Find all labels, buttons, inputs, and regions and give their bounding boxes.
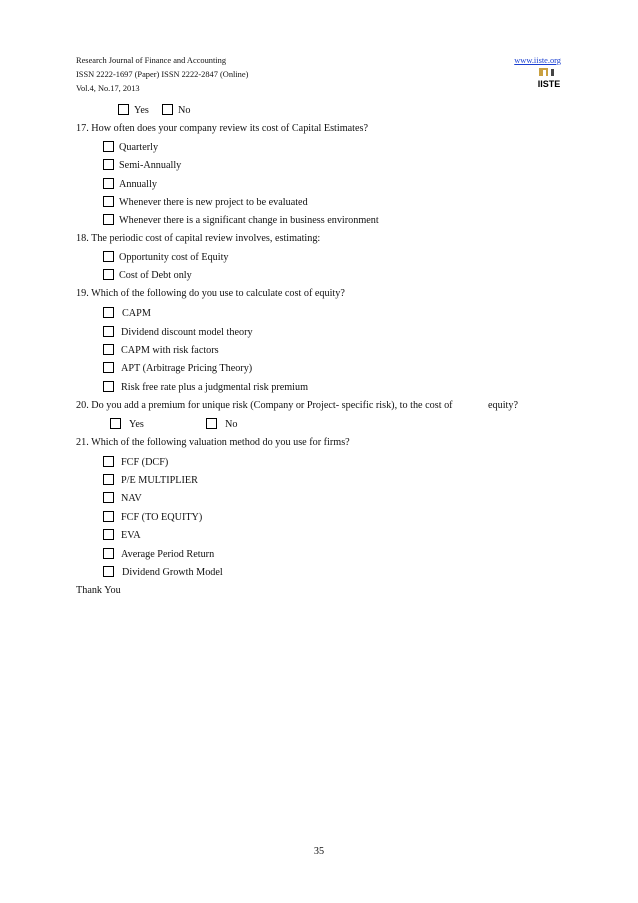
page-number: 35 <box>313 846 325 857</box>
q17-option[interactable]: Semi-Annually <box>103 159 181 172</box>
q19-option[interactable]: CAPM <box>103 307 151 320</box>
checkbox[interactable] <box>103 548 114 559</box>
top-yes-option[interactable]: Yes <box>118 104 149 117</box>
q19-option[interactable]: Risk free rate plus a judgmental risk premium <box>103 381 308 394</box>
q17-option[interactable]: Quarterly <box>103 141 158 154</box>
q21-option[interactable]: FCF (TO EQUITY) <box>103 511 202 524</box>
checkbox[interactable] <box>103 307 114 318</box>
checkbox[interactable] <box>103 456 114 467</box>
checkbox[interactable] <box>206 418 217 429</box>
checkbox[interactable] <box>110 418 121 429</box>
checkbox[interactable] <box>103 344 114 355</box>
volume-line: Vol.4, No.17, 2013 <box>76 84 140 93</box>
q20-no-option[interactable]: No <box>206 418 237 431</box>
q21-option[interactable]: Average Period Return <box>103 548 214 561</box>
q19-option[interactable]: Dividend discount model theory <box>103 326 253 339</box>
checkbox[interactable] <box>103 511 114 522</box>
q19-option[interactable]: APT (Arbitrage Pricing Theory) <box>103 362 252 375</box>
question-20-tail: equity? <box>488 400 518 411</box>
issn-line: ISSN 2222-1697 (Paper) ISSN 2222-2847 (Online) <box>76 70 249 79</box>
checkbox[interactable] <box>103 474 114 485</box>
checkbox[interactable] <box>103 269 114 280</box>
checkbox[interactable] <box>103 251 114 262</box>
checkbox[interactable] <box>103 196 114 207</box>
checkbox[interactable] <box>103 326 114 337</box>
q21-option[interactable]: FCF (DCF) <box>103 456 168 469</box>
q20-yes-option[interactable]: Yes <box>110 418 144 431</box>
q17-option[interactable]: Whenever there is a significant change in business environment <box>103 214 379 227</box>
question-17: 17. How often does your company review its cost of Capital Estimates? <box>76 123 368 134</box>
checkbox[interactable] <box>103 566 114 577</box>
website-link[interactable]: www.iiste.org <box>514 56 561 65</box>
checkbox[interactable] <box>103 141 114 152</box>
checkbox[interactable] <box>103 381 114 392</box>
q17-option[interactable]: Whenever there is new project to be evaluated <box>103 196 308 209</box>
logo-lettering: IISTE <box>537 79 561 89</box>
top-no-option[interactable]: No <box>162 104 190 117</box>
checkbox[interactable] <box>162 104 173 115</box>
q19-option[interactable]: CAPM with risk factors <box>103 344 219 357</box>
question-18: 18. The periodic cost of capital review involves, estimating: <box>76 233 321 244</box>
q21-option[interactable]: Dividend Growth Model <box>103 566 223 579</box>
q17-option[interactable]: Annually <box>103 178 157 191</box>
checkbox[interactable] <box>103 159 114 170</box>
question-20: 20. Do you add a premium for unique risk (Company or Project- specific risk), to the cost of <box>76 400 453 411</box>
q18-option[interactable]: Cost of Debt only <box>103 269 192 282</box>
checkbox[interactable] <box>103 362 114 373</box>
checkbox[interactable] <box>118 104 129 115</box>
checkbox[interactable] <box>103 214 114 225</box>
q21-option[interactable]: NAV <box>103 492 142 505</box>
journal-title: Research Journal of Finance and Accounting <box>76 56 227 65</box>
closing-text: Thank You <box>76 585 121 596</box>
checkbox[interactable] <box>103 492 114 503</box>
checkbox[interactable] <box>103 178 114 189</box>
question-19: 19. Which of the following do you use to calculate cost of equity? <box>76 288 345 299</box>
q21-option[interactable]: EVA <box>103 529 141 542</box>
checkbox[interactable] <box>103 529 114 540</box>
q21-option[interactable]: P/E MULTIPLIER <box>103 474 198 487</box>
question-21: 21. Which of the following valuation method do you use for firms? <box>76 437 350 448</box>
q18-option[interactable]: Opportunity cost of Equity <box>103 251 229 264</box>
iiste-logo <box>537 68 561 90</box>
